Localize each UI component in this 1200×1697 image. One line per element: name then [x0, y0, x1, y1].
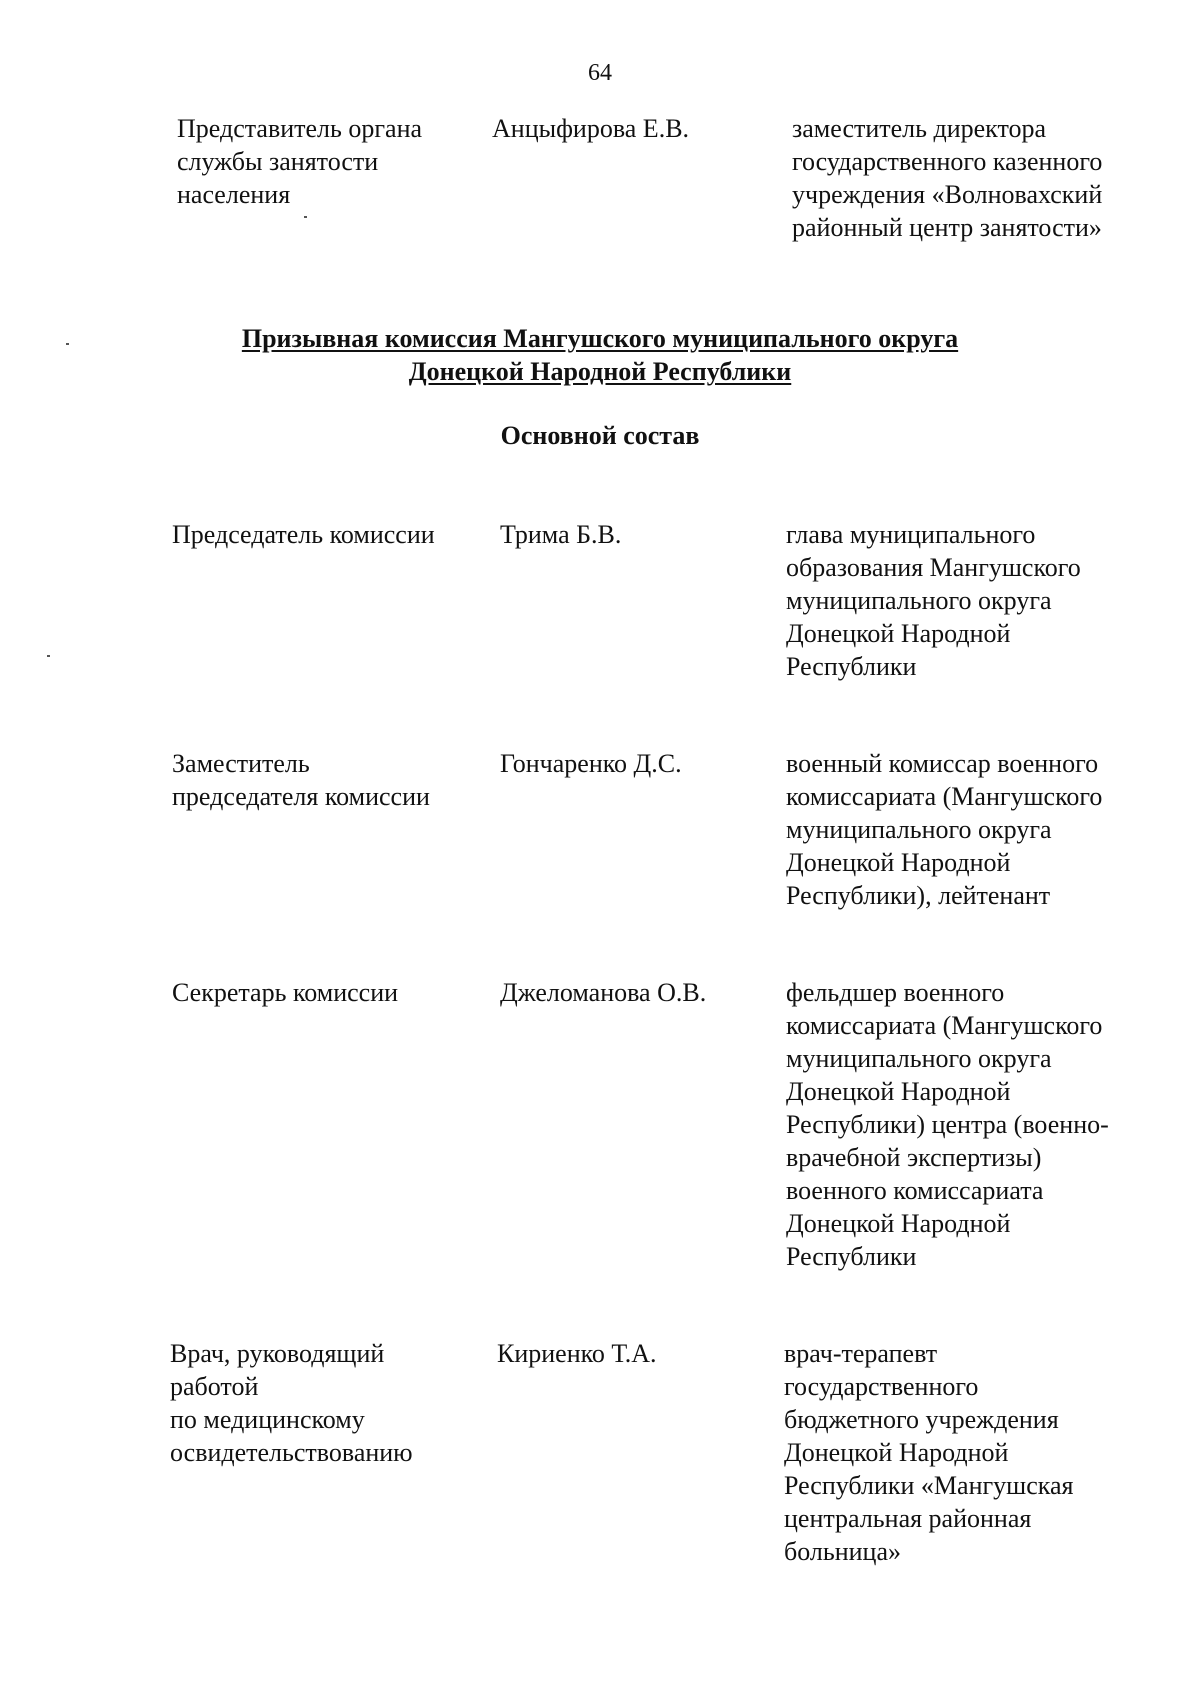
member-position: заместитель директора государственного казенного учреждения «Волновахский районный центр занятости»: [792, 114, 1103, 242]
member-role: Председатель комиссии: [172, 520, 435, 549]
member-position: фельдшер военного комиссариата (Мангушского муниципального округа Донецкой Народной Республики) центра (военно- врачебной экспертизы) военного комиссариата Донецкой Народной Республики: [786, 978, 1109, 1271]
commission-title: [0, 322, 1200, 388]
member-position: глава муниципального образования Мангушского муниципального округа Донецкой Народной Республики: [786, 520, 1081, 681]
commission-subtitle: Основной состав: [500, 421, 700, 450]
scan-speck: [66, 343, 69, 345]
member-name: Кириенко Т.А.: [497, 1339, 657, 1368]
commission-title-line-1: Призывная комиссия Мангушского муниципального округа: [241, 324, 959, 353]
member-position: врач-терапевт государственного бюджетного учреждения Донецкой Народной Республики «Мангушская центральная районная больница»: [784, 1339, 1074, 1566]
member-role: Представитель органа службы занятости населения: [177, 114, 423, 209]
scan-speck: [304, 216, 307, 218]
member-role: Врач, руководящий работой по медицинскому освидетельствованию: [170, 1339, 413, 1467]
member-name: Гончаренко Д.С.: [500, 749, 682, 778]
member-position: военный комиссар военного комиссариата (Мангушского муниципального округа Донецкой Народной Республики), лейтенант: [786, 749, 1103, 910]
member-role: Секретарь комиссии: [172, 978, 399, 1007]
member-name: Анцыфирова Е.В.: [492, 114, 690, 143]
member-name: Джеломанова О.В.: [500, 978, 707, 1007]
member-role: Заместитель председателя комиссии: [172, 749, 430, 811]
scan-speck: [47, 655, 50, 657]
member-name: Трима Б.В.: [500, 520, 622, 549]
commission-title-line-2: Донецкой Народной Республики: [408, 357, 792, 386]
page-number: 64: [588, 60, 612, 86]
